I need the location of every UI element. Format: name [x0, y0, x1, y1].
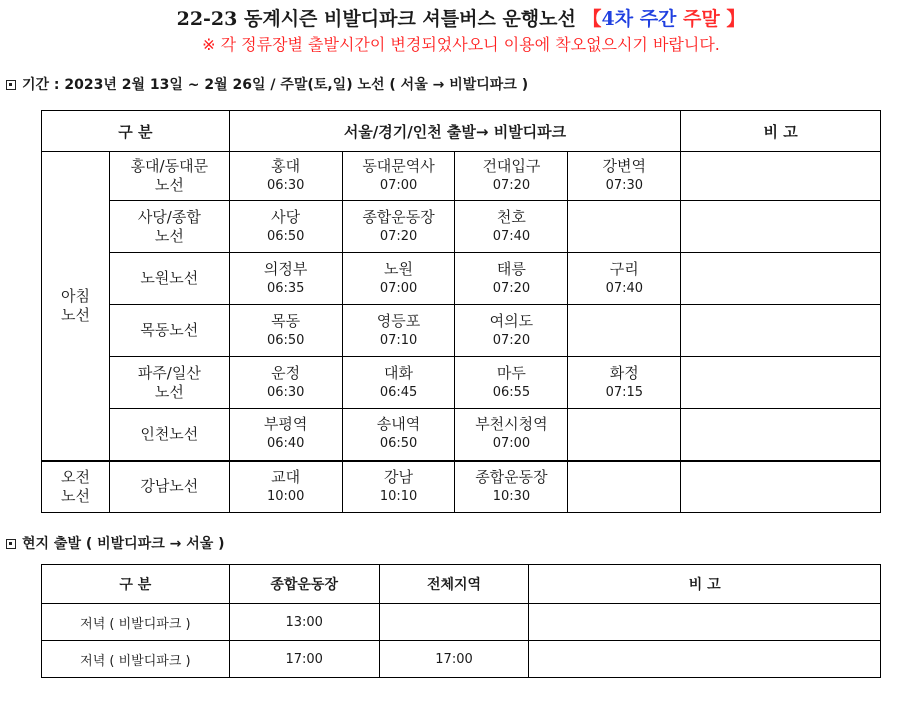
remarks-cell [681, 409, 881, 461]
stop-time: 07:00 [379, 280, 418, 296]
route-rows [42, 152, 881, 513]
table-row [42, 461, 881, 513]
stop-name: 태릉 [496, 259, 526, 278]
table-row [42, 305, 881, 357]
stop-name: 강변역 [602, 157, 647, 175]
route-name-line: 사당/종합 [137, 207, 201, 226]
stop-time: 07:00 [379, 178, 418, 193]
morning-route-table [41, 110, 881, 513]
stop-cell [342, 201, 455, 253]
stop-name: 홍대 [271, 157, 301, 175]
stop-name: 여의도 [489, 311, 534, 330]
stop-name: 종합운동장 [475, 467, 548, 486]
stop-time: 07:20 [492, 332, 531, 348]
table-row [42, 253, 881, 305]
stop-name: 강남 [384, 467, 414, 486]
stop-time: 10:30 [492, 488, 531, 504]
stop-cell [229, 409, 342, 461]
table-row [42, 152, 881, 201]
header-remarks: 비 고 [681, 111, 881, 152]
stop-name: 부평역 [263, 415, 308, 434]
stop-name: 송내역 [376, 415, 421, 434]
stop-time: 07:10 [379, 332, 418, 348]
square-bullet-icon [6, 80, 16, 90]
document-title [0, 6, 922, 32]
stop-cell [568, 201, 681, 253]
route-name-line: 인천노선 [140, 424, 199, 443]
stop-time: 07:20 [492, 178, 531, 193]
stop-name: 마두 [496, 363, 526, 382]
stop-name: 영등포 [376, 311, 421, 330]
stop-name: 교대 [271, 467, 301, 486]
route-name-line: 파주/일산 [137, 363, 201, 382]
stop-cell [342, 305, 455, 357]
route-name [109, 253, 229, 305]
stop-time: 07:40 [605, 280, 644, 296]
local-departure-label [6, 534, 225, 554]
stop-cell [455, 152, 568, 201]
route-group-label [42, 461, 110, 513]
return-label: 저녁 ( 비발디파크 ) [42, 641, 230, 678]
route-group-label-line: 아침 [60, 286, 90, 305]
stop-name: 종합운동장 [362, 207, 435, 226]
table-row [42, 409, 881, 461]
square-bullet-icon [6, 539, 16, 549]
stop-cell [229, 152, 342, 201]
route-name-line: 목동노선 [140, 321, 199, 339]
route-name-line: 강남노선 [140, 477, 199, 496]
stop-cell [342, 152, 455, 201]
stop-name: 의정부 [263, 259, 308, 278]
title-bracket-open: 【 [582, 8, 602, 30]
table-row [42, 201, 881, 253]
route-name [109, 357, 229, 409]
route-name [109, 409, 229, 461]
table-row [42, 641, 881, 678]
route-name-line: 노원노선 [140, 269, 199, 287]
stop-cell [342, 461, 455, 513]
stop-time: 07:15 [605, 384, 644, 400]
stop-cell [229, 357, 342, 409]
table-row [42, 604, 881, 641]
stop-cell [342, 357, 455, 409]
route-name [109, 305, 229, 357]
route-name-line: 노선 [154, 176, 184, 194]
route-group-label-line: 오전 [60, 467, 90, 486]
local-departure-label-text: 현지 출발 ( 비발디파크 → 서울 ) [22, 536, 225, 552]
remarks-cell [681, 201, 881, 253]
header-category: 구 분 [42, 111, 230, 152]
stop-cell [455, 201, 568, 253]
stop-cell [568, 152, 681, 201]
title-badge-week: 4차 주간 [601, 8, 677, 30]
title-badge-weekend: 주말 [683, 8, 720, 30]
stop-cell [342, 253, 455, 305]
return-header-sports-complex: 종합운동장 [229, 565, 379, 604]
stop-name: 노원 [384, 259, 414, 278]
stop-name: 화정 [609, 363, 639, 382]
stop-cell [568, 357, 681, 409]
table-row [42, 357, 881, 409]
route-name-line: 홍대/동대문 [130, 157, 209, 175]
stop-name: 대화 [384, 363, 414, 382]
return-header-remarks: 비 고 [529, 565, 881, 604]
stop-time: 07:40 [492, 228, 531, 244]
remarks-cell [681, 152, 881, 201]
stop-cell [568, 409, 681, 461]
stop-name: 부천시청역 [475, 415, 548, 434]
title-main: 22-23 동계시즌 비발디파크 셔틀버스 운행노선 [176, 8, 576, 30]
stop-cell [455, 357, 568, 409]
return-route-table [41, 564, 881, 678]
route-name [109, 152, 229, 201]
period-label [6, 75, 528, 95]
stop-name: 천호 [496, 207, 526, 226]
stop-time: 06:35 [266, 280, 305, 296]
return-label: 저녁 ( 비발디파크 ) [42, 604, 230, 641]
return-remarks [529, 641, 881, 678]
stop-time: 07:00 [492, 436, 531, 452]
return-header-all-areas: 전체지역 [379, 565, 529, 604]
stop-time: 06:55 [492, 384, 531, 400]
stop-name: 동대문역사 [362, 157, 435, 175]
route-name-line: 노선 [154, 226, 184, 245]
stop-time: 07:20 [492, 280, 531, 296]
stop-time: 06:50 [379, 436, 418, 452]
return-time-all-areas: 17:00 [379, 641, 529, 678]
stop-time: 07:20 [379, 228, 418, 244]
period-label-text: 기간 : 2023년 2월 13일 ~ 2월 26일 / 주말(토,일) 노선 ( 서울 → 비발디파크 ) [22, 77, 529, 93]
stop-cell [568, 253, 681, 305]
stop-time: 07:30 [605, 178, 644, 193]
remarks-cell [681, 305, 881, 357]
stop-cell [455, 305, 568, 357]
stop-cell [229, 305, 342, 357]
stop-time: 06:30 [266, 178, 305, 193]
return-time-sports-complex: 13:00 [229, 604, 379, 641]
return-time-all-areas [379, 604, 529, 641]
stop-cell [342, 409, 455, 461]
route-group-label-line: 노선 [60, 486, 90, 505]
return-remarks [529, 604, 881, 641]
stop-cell [568, 461, 681, 513]
stop-time: 06:40 [266, 436, 305, 452]
stop-time: 06:30 [266, 384, 305, 400]
return-header-category: 구 분 [42, 565, 230, 604]
stop-time: 10:00 [266, 488, 305, 504]
stop-name: 목동 [271, 311, 301, 330]
return-rows [42, 604, 881, 678]
stop-time: 10:10 [379, 488, 418, 504]
return-time-sports-complex: 17:00 [229, 641, 379, 678]
stop-time: 06:50 [266, 228, 305, 244]
route-group-label [42, 152, 110, 461]
stop-cell [455, 461, 568, 513]
stop-cell [455, 253, 568, 305]
route-name [109, 201, 229, 253]
remarks-cell [681, 461, 881, 513]
stop-time: 06:45 [379, 384, 418, 400]
stop-name: 건대입구 [482, 157, 541, 175]
stop-time: 06:50 [266, 332, 305, 348]
schedule-change-notice: ※ 각 정류장별 출발시간이 변경되었사오니 이용에 착오없으시기 바랍니다. [202, 35, 720, 54]
route-name [109, 461, 229, 513]
stop-cell [229, 201, 342, 253]
remarks-cell [681, 253, 881, 305]
stop-name: 운정 [271, 363, 301, 382]
stop-cell [229, 253, 342, 305]
stop-cell [568, 305, 681, 357]
stop-cell [229, 461, 342, 513]
header-departure: 서울/경기/인천 출발→ 비발디파크 [229, 111, 681, 152]
stop-cell [455, 409, 568, 461]
route-group-label-line: 노선 [60, 305, 90, 324]
stop-name: 구리 [609, 259, 639, 278]
remarks-cell [681, 357, 881, 409]
title-bracket-close: 】 [726, 8, 746, 30]
route-name-line: 노선 [154, 382, 184, 401]
stop-name: 사당 [271, 207, 301, 226]
